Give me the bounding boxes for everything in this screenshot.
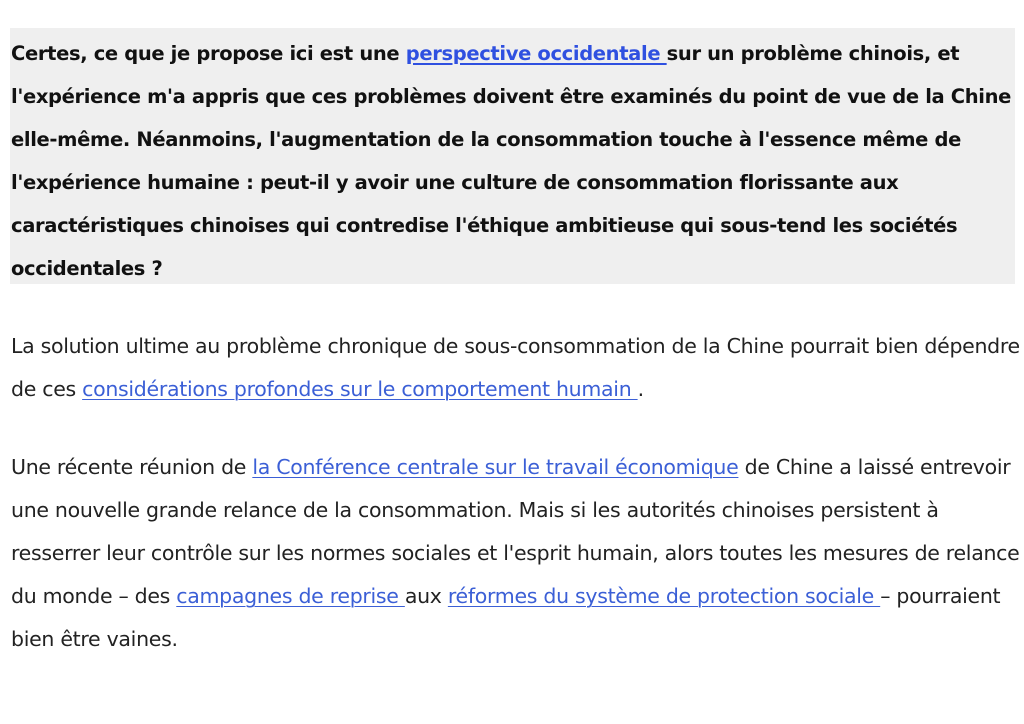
link-considerations-profondes[interactable]: considérations profondes sur le comportement humain — [82, 377, 638, 401]
link-perspective-occidentale[interactable]: perspective occidentale — [405, 42, 667, 65]
paragraph2-text-middle: de Chine a laissé entrevoir une nouvelle grande relance de la consommation. Mais si les autorités chinoises persistent à resserrer leur contrôle sur les normes sociales et l'esprit humain, alors toutes les mesures de relance du monde – des — [11, 455, 1020, 608]
paragraph2-text-start: Une récente réunion de — [11, 455, 253, 479]
paragraph-conference-centrale — [11, 446, 1021, 661]
paragraph1-text-end: . — [637, 377, 644, 401]
paragraph-solution-ultime — [11, 325, 1021, 411]
highlighted-quote-block — [10, 28, 1015, 284]
paragraph2-text-end: – pourraient bien être vaines. — [11, 584, 1001, 651]
paragraph2-text-aux: aux — [404, 584, 448, 608]
quote-text-end: sur un problème chinois, et l'expérience m'a appris que ces problèmes doivent être examinés du point de vue de la Chine elle-même. Néanmoins, l'augmentation de la consommation touche à l'essence même de l'expérience humaine : peut-il y avoir une culture de consommation florissante aux caractéristiques chinoises qui contredise l'éthique ambitieuse qui sous-tend les sociétés occidentales ? — [11, 42, 1012, 280]
link-campagnes-de-reprise[interactable]: campagnes de reprise — [176, 584, 405, 608]
paragraph1-text-start: La solution ultime au problème chronique de sous-consommation de la Chine pourrait bien dépendre de ces — [11, 334, 1020, 401]
quote-text-start: Certes, ce que je propose ici est une — [11, 42, 406, 65]
link-reformes-protection-sociale[interactable]: réformes du système de protection sociale — [447, 584, 881, 608]
link-conference-centrale[interactable]: la Conférence centrale sur le travail économique — [252, 455, 739, 479]
highlighted-quote-text — [11, 32, 1015, 290]
